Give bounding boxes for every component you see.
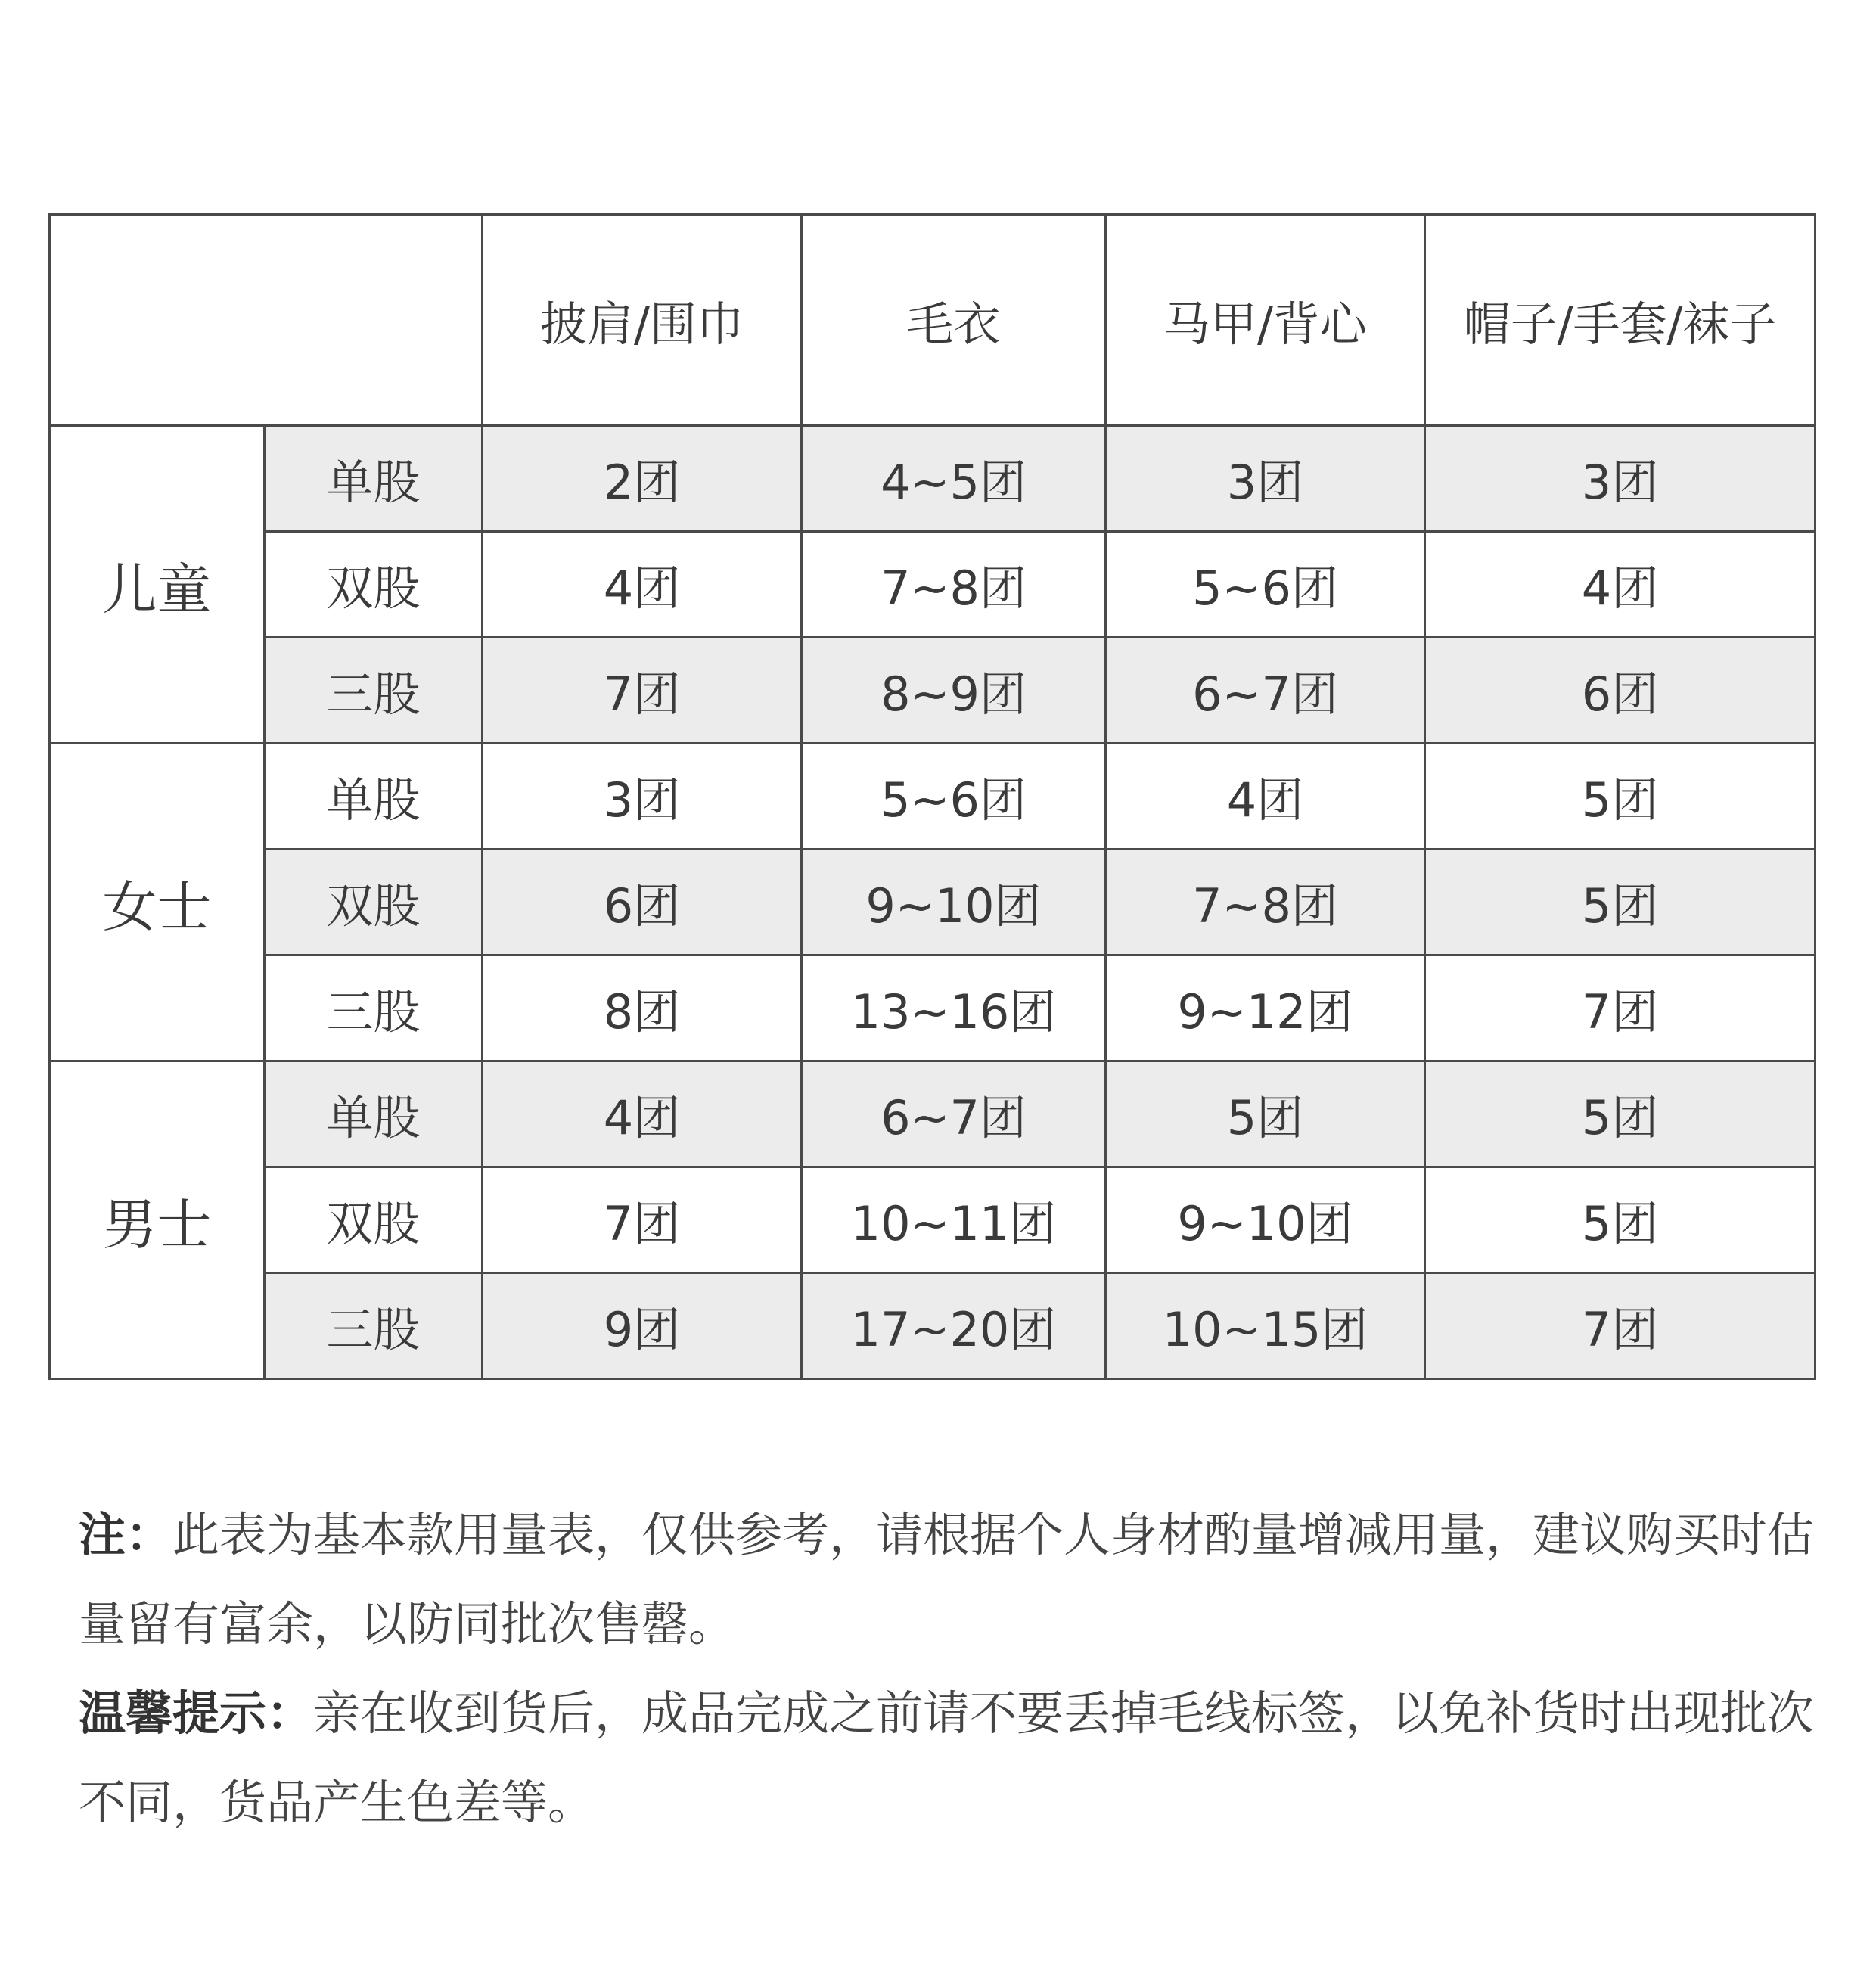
header-corner (50, 215, 483, 426)
value-cell: 9~10团 (802, 850, 1106, 955)
ply-label: 三股 (265, 955, 483, 1061)
value-cell: 6团 (1425, 638, 1815, 744)
header-cell: 毛衣 (802, 215, 1106, 426)
table-row (50, 532, 1815, 638)
value-cell: 5团 (1425, 1167, 1815, 1273)
note-label: 注： (79, 1507, 173, 1562)
value-cell: 3团 (483, 744, 802, 850)
tip-text: 亲在收到货后，成品完成之前请不要丢掉毛线标签，以免补货时出现批次不同，货品产生色差等。 (79, 1686, 1815, 1830)
header-row (50, 215, 1815, 426)
value-cell: 7~8团 (802, 532, 1106, 638)
note-paragraph (79, 1490, 1819, 1669)
header-cell: 披肩/围巾 (483, 215, 802, 426)
value-cell: 6团 (483, 850, 802, 955)
tip-paragraph (79, 1669, 1819, 1847)
value-cell: 5~6团 (802, 744, 1106, 850)
tip-label: 温馨提示： (79, 1686, 314, 1741)
value-cell: 4团 (483, 532, 802, 638)
value-cell: 5团 (1425, 1061, 1815, 1167)
table-row (50, 744, 1815, 850)
group-label: 女士 (50, 744, 265, 1061)
value-cell: 13~16团 (802, 955, 1106, 1061)
value-cell: 5团 (1425, 850, 1815, 955)
header-cell: 马甲/背心 (1106, 215, 1425, 426)
value-cell: 6~7团 (1106, 638, 1425, 744)
ply-label: 三股 (265, 1273, 483, 1379)
group-label: 男士 (50, 1061, 265, 1379)
ply-label: 单股 (265, 426, 483, 532)
value-cell: 7团 (483, 638, 802, 744)
value-cell: 7团 (1425, 1273, 1815, 1379)
value-cell: 3团 (1106, 426, 1425, 532)
table-row (50, 638, 1815, 744)
table-row (50, 1273, 1815, 1379)
value-cell: 8~9团 (802, 638, 1106, 744)
yarn-usage-table (48, 213, 1816, 1380)
value-cell: 4团 (483, 1061, 802, 1167)
value-cell: 9~12团 (1106, 955, 1425, 1061)
ply-label: 双股 (265, 532, 483, 638)
value-cell: 4团 (1425, 532, 1815, 638)
ply-label: 单股 (265, 744, 483, 850)
ply-label: 双股 (265, 1167, 483, 1273)
value-cell: 8团 (483, 955, 802, 1061)
ply-label: 单股 (265, 1061, 483, 1167)
table-row (50, 426, 1815, 532)
value-cell: 5~6团 (1106, 532, 1425, 638)
value-cell: 10~11团 (802, 1167, 1106, 1273)
value-cell: 10~15团 (1106, 1273, 1425, 1379)
value-cell: 4团 (1106, 744, 1425, 850)
note-text: 此表为基本款用量表，仅供参考，请根据个人身材酌量增减用量，建议购买时估量留有富余，以防同批次售罄。 (79, 1507, 1815, 1651)
value-cell: 7团 (483, 1167, 802, 1273)
table-row (50, 850, 1815, 955)
table-row (50, 955, 1815, 1061)
value-cell: 4~5团 (802, 426, 1106, 532)
table-row (50, 1167, 1815, 1273)
table-row (50, 1061, 1815, 1167)
value-cell: 17~20团 (802, 1273, 1106, 1379)
group-label: 儿童 (50, 426, 265, 744)
notes-section (79, 1490, 1819, 1847)
value-cell: 5团 (1106, 1061, 1425, 1167)
ply-label: 双股 (265, 850, 483, 955)
header-cell: 帽子/手套/袜子 (1425, 215, 1815, 426)
value-cell: 7~8团 (1106, 850, 1425, 955)
value-cell: 7团 (1425, 955, 1815, 1061)
value-cell: 9~10团 (1106, 1167, 1425, 1273)
value-cell: 9团 (483, 1273, 802, 1379)
ply-label: 三股 (265, 638, 483, 744)
value-cell: 3团 (1425, 426, 1815, 532)
value-cell: 6~7团 (802, 1061, 1106, 1167)
value-cell: 5团 (1425, 744, 1815, 850)
value-cell: 2团 (483, 426, 802, 532)
